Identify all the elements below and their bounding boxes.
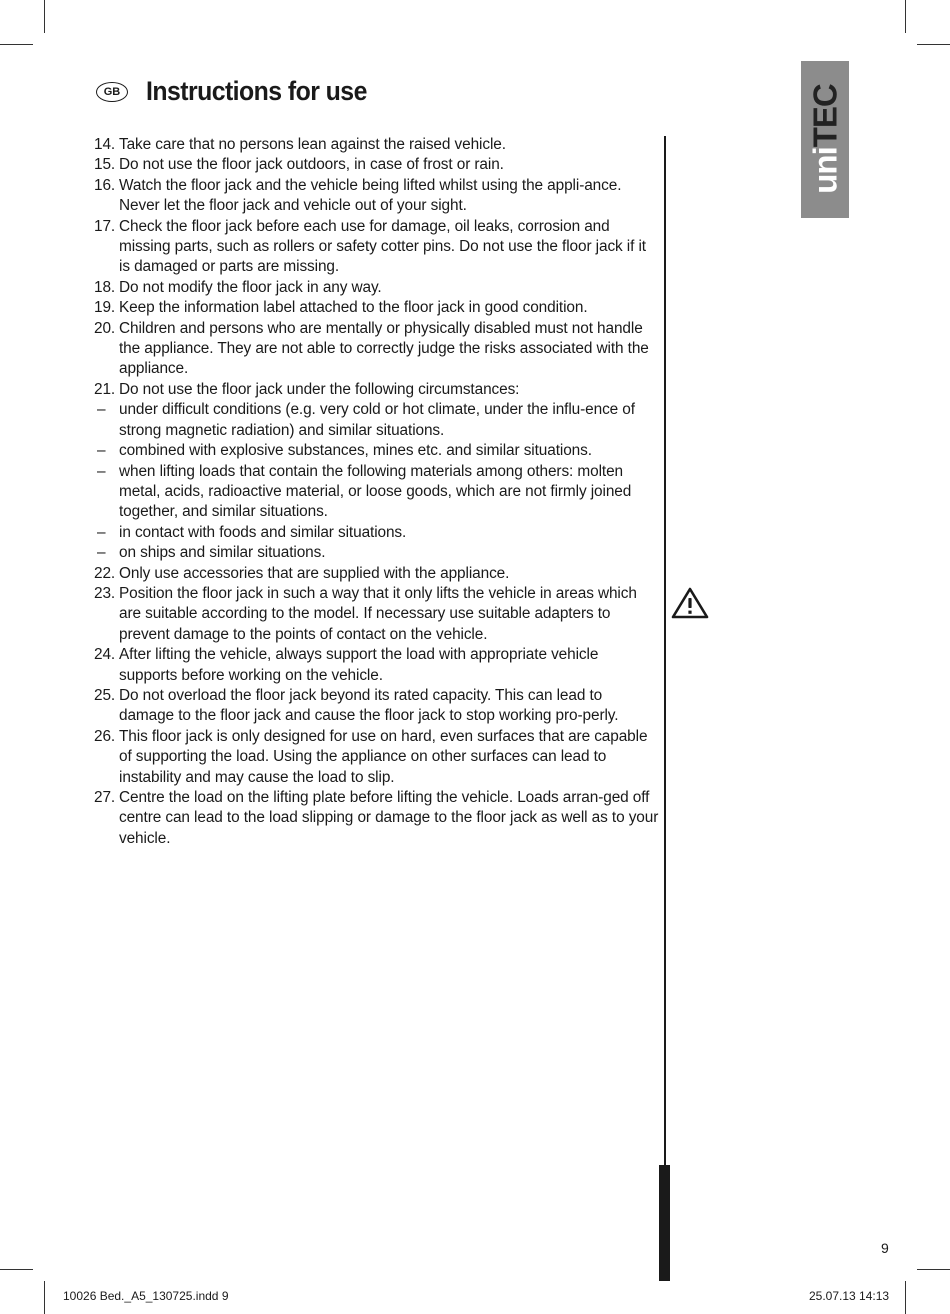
numbered-item: [94, 584, 659, 645]
footer-file-info: 10026 Bed._A5_130725.indd 9: [63, 1289, 229, 1303]
item-text: Watch the floor jack and the vehicle being lifted whilst using the appli-ance. Never let the floor jack and vehicle out of your sight.: [119, 176, 622, 215]
item-text: Take care that no persons lean against the raised vehicle.: [119, 136, 506, 153]
numbered-item: [94, 564, 659, 584]
bullet-item: [94, 400, 659, 441]
numbered-item: [94, 788, 659, 849]
item-number: 22.: [94, 564, 116, 582]
item-number: 23.: [94, 584, 116, 602]
footer-datetime: 25.07.13 14:13: [809, 1289, 890, 1303]
item-number: 17.: [94, 217, 116, 235]
page-title: Instructions for use: [146, 76, 367, 106]
numbered-item: [94, 278, 659, 298]
item-text: on ships and similar situations.: [119, 544, 326, 562]
item-text: Children and persons who are mentally or physically disabled must not handle the appliance. They are not able to correctly judge the risks associated with the appliance.: [119, 319, 649, 378]
item-number: 21.: [94, 380, 116, 398]
numbered-item: [94, 380, 659, 400]
item-number: 27.: [94, 789, 116, 806]
page-number: 9: [881, 1240, 889, 1256]
item-number: 16.: [94, 176, 116, 194]
crop-mark: [44, 0, 45, 33]
item-text: Do not use the floor jack under the following circumstances:: [119, 380, 520, 398]
crop-mark: [905, 0, 906, 33]
numbered-item: [94, 155, 659, 175]
warning-triangle-icon: [671, 587, 709, 619]
item-text: Check the floor jack before each use for damage, oil leaks, corrosion and missing parts, such as rollers or safety cotter pins. Do not use the floor jack if it is damaged or parts are missing.: [119, 217, 646, 276]
column-divider-bar: [659, 1165, 670, 1281]
item-number: 20.: [94, 319, 116, 337]
column-divider: [664, 136, 666, 1266]
item-text: when lifting loads that contain the following materials among others: molten metal, acids, radioactive material, or loose goods, which are not firmly joined together, and similar situations.: [119, 462, 632, 521]
crop-mark: [917, 1269, 950, 1270]
item-dash: –: [97, 401, 106, 419]
numbered-item: [94, 298, 659, 318]
numbered-item: [94, 727, 659, 788]
crop-mark: [917, 44, 950, 45]
item-number: 26.: [94, 727, 116, 745]
logo-tec: TEC: [806, 84, 844, 148]
language-badge: GB: [96, 82, 128, 102]
item-number: 24.: [94, 646, 116, 664]
bullet-item: [94, 441, 659, 461]
crop-mark: [0, 1269, 33, 1270]
numbered-item: [94, 645, 659, 686]
crop-mark: [0, 44, 33, 45]
bullet-item: [94, 543, 659, 563]
item-text: in contact with foods and similar situations.: [119, 523, 407, 541]
item-text: Position the floor jack in such a way that it only lifts the vehicle in areas which are suitable according to the model. If necessary use suitable adapters to prevent damage to the points of contact on the vehicle.: [119, 584, 637, 643]
numbered-item: [94, 176, 659, 217]
instructions-list: [94, 135, 659, 849]
item-text: After lifting the vehicle, always support the load with appropriate vehicle supports before working on the vehicle.: [119, 646, 599, 684]
item-number: 18.: [94, 278, 116, 296]
crop-mark: [44, 1281, 45, 1314]
item-text: Do not use the floor jack outdoors, in case of frost or rain.: [119, 156, 504, 174]
numbered-item: [94, 217, 659, 278]
numbered-item: [94, 686, 659, 727]
item-dash: –: [97, 462, 106, 480]
crop-mark: [905, 1281, 906, 1314]
item-text: This floor jack is only designed for use on hard, even surfaces that are capable of supporting the load. Using the appliance on other surfaces can lead to instability and may cause the load to slip.: [119, 727, 648, 786]
item-dash: –: [97, 544, 106, 562]
item-dash: –: [97, 442, 106, 460]
bullet-item: [94, 523, 659, 543]
item-text: Centre the load on the lifting plate before lifting the vehicle. Loads arran-ged off centre can lead to the load slipping or damage to the floor jack as well as to your vehicle.: [119, 789, 659, 847]
item-dash: –: [97, 523, 106, 541]
item-number: 14.: [94, 136, 116, 153]
item-number: 19.: [94, 299, 116, 317]
item-number: 25.: [94, 686, 116, 704]
item-text: Do not modify the floor jack in any way.: [119, 278, 382, 296]
unitec-logo: [801, 61, 849, 218]
item-text: Do not overload the floor jack beyond its rated capacity. This can lead to damage to the floor jack and cause the floor jack to stop working pro-perly.: [119, 686, 619, 725]
numbered-item: [94, 319, 659, 380]
numbered-item: [94, 135, 659, 155]
logo-uni: uni: [806, 147, 844, 194]
bullet-item: [94, 462, 659, 523]
item-number: 15.: [94, 156, 116, 174]
item-text: under difficult conditions (e.g. very cold or hot climate, under the influ-ence of strong magnetic radiation) and similar situations.: [119, 401, 635, 439]
item-text: Keep the information label attached to the floor jack in good condition.: [119, 299, 588, 317]
item-text: combined with explosive substances, mines etc. and similar situations.: [119, 442, 592, 460]
item-text: Only use accessories that are supplied with the appliance.: [119, 564, 510, 582]
logo-text: [806, 84, 844, 194]
